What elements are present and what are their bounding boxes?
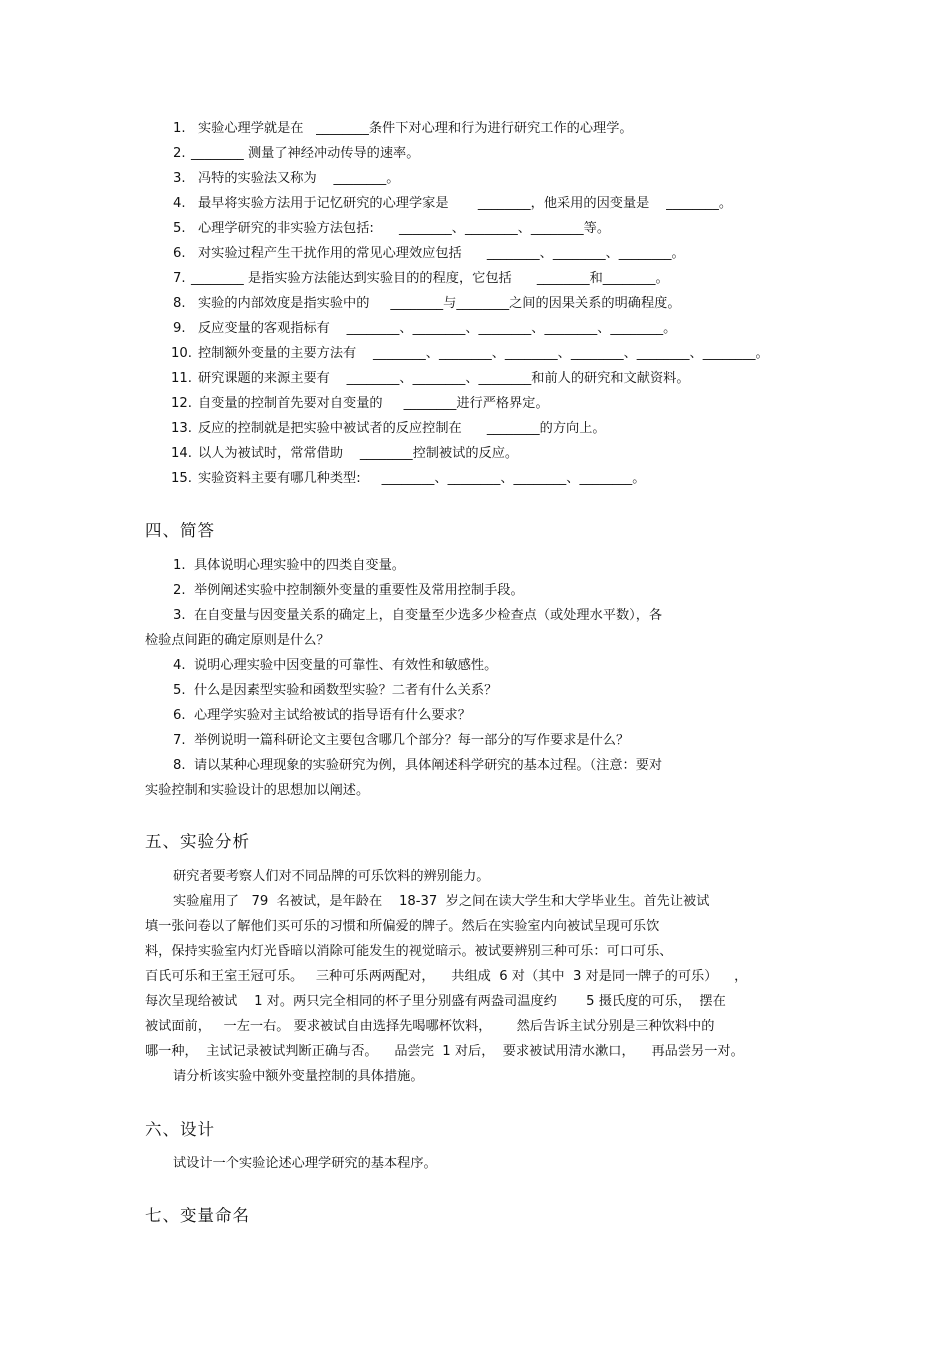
paragraph-line: 被试面前， 一左一右。 要求被试自由选择先喝哪杯饮料， 然后告诉主试分别是三种饮料中的 [145,1019,715,1034]
item-text: 反应变量的客观指标有 ________、________、________、________、________。 [198,321,677,336]
item-number: 11. [171,371,192,386]
item-number: 15. [171,471,192,486]
item-text: ________ 测量了神经冲动传导的速率。 [191,146,420,161]
item-text: ________ 是指实验方法能达到实验目的的程度，它包括 ________和________。 [191,271,669,286]
paragraph-line: 料，保持实验室内灯光昏暗以消除可能发生的视觉暗示。被试要辨别三种可乐：可口可乐、 [145,944,673,959]
paragraph-line: 试设计一个实验论述心理学研究的基本程序。 [173,1156,437,1171]
item-number: 6. [173,246,186,261]
section-heading: 五、实验分析 [145,832,250,851]
question-continuation: 实验控制和实验设计的思想加以阐述。 [145,783,370,798]
question: 5. 什么是因素型实验和函数型实验？二者有什么关系？ [173,683,498,698]
paragraph-line: 实验雇用了 79 名被试，是年龄在 18-37 岁之间在读大学生和大学毕业生。首先让被试 [173,894,710,909]
item-text: 自变量的控制首先要对自变量的 ________进行严格界定。 [198,396,549,411]
section-heading: 七、变量命名 [145,1206,250,1225]
paragraph-line: 请分析该实验中额外变量控制的具体措施。 [173,1069,424,1084]
question: 7. 举例说明一篇科研论文主要包含哪几个部分？每一部分的写作要求是什么？ [173,733,630,748]
item-number: 1. [173,121,186,136]
item-text: 最早将实验方法用于记忆研究的心理学家是 ________，他采用的因变量是 ________。 [198,196,733,211]
item-text: 实验的内部效度是指实验中的 ________与________之间的因果关系的明确程度。 [198,296,681,311]
question: 4. 说明心理实验中因变量的可靠性、有效性和敏感性。 [173,658,498,673]
item-number: 9. [173,321,186,336]
question: 2. 举例阐述实验中控制额外变量的重要性及常用控制手段。 [173,583,524,598]
item-number: 5. [173,221,186,236]
item-text: 研究课题的来源主要有 ________、________、________和前人的研究和文献资料。 [198,371,690,386]
item-text: 以人为被试时，常常借助 ________控制被试的反应。 [198,446,519,461]
question: 3. 在自变量与因变量关系的确定上，自变量至少选多少检查点（或处理水平数），各 [173,608,663,623]
paragraph-line: 填一张问卷以了解他们买可乐的习惯和所偏爱的牌子。然后在实验室内向被试呈现可乐饮 [145,919,660,934]
paragraph-line: 研究者要考察人们对不同品牌的可乐饮料的辨别能力。 [173,869,490,884]
item-number: 4. [173,196,186,211]
item-text: 实验心理学就是在 ________条件下对心理和行为进行研究工作的心理学。 [198,121,633,136]
item-text: 控制额外变量的主要方法有 ________、________、________、________、________、________。 [198,346,769,361]
item-number: 12. [171,396,192,411]
paragraph-line: 每次呈现给被试 1 对。两只完全相同的杯子里分别盛有两盎司温度约 5 摄氏度的可乐， 摆在 [145,994,726,1009]
section-heading: 四、简答 [145,521,215,540]
item-text: 心理学研究的非实验方法包括: ________、________、________等。 [198,221,611,236]
item-text: 实验资料主要有哪几种类型: ________、________、________、________。 [198,471,646,486]
item-text: 反应的控制就是把实验中被试者的反应控制在 ________的方向上。 [198,421,606,436]
item-number: 3. [173,171,186,186]
item-text: 对实验过程产生干扰作用的常见心理效应包括 ________、________、________。 [198,246,685,261]
question-continuation: 检验点间距的确定原则是什么？ [145,633,330,648]
section-heading: 六、设计 [145,1120,215,1139]
question: 8. 请以某种心理现象的实验研究为例，具体阐述科学研究的基本过程。（注意：要对 [173,758,663,773]
question: 6. 心理学实验对主试给被试的指导语有什么要求？ [173,708,471,723]
item-number: 10. [171,346,192,361]
item-number: 14. [171,446,192,461]
item-number: 13. [171,421,192,436]
paragraph-line: 哪一种， 主试记录被试判断正确与否。 品尝完 1 对后， 要求被试用清水漱口， 再品尝另一对。 [145,1044,744,1059]
paragraph-line: 百氏可乐和王室王冠可乐。 三种可乐两两配对， 共组成 6 对（其中 3 对是同一牌子的可乐） ， [145,969,748,984]
item-number: 2. [173,146,186,161]
item-number: 7. [173,271,186,286]
item-text: 冯特的实验法又称为 ________。 [198,171,400,186]
item-number: 8. [173,296,186,311]
question: 1. 具体说明心理实验中的四类自变量。 [173,558,405,573]
